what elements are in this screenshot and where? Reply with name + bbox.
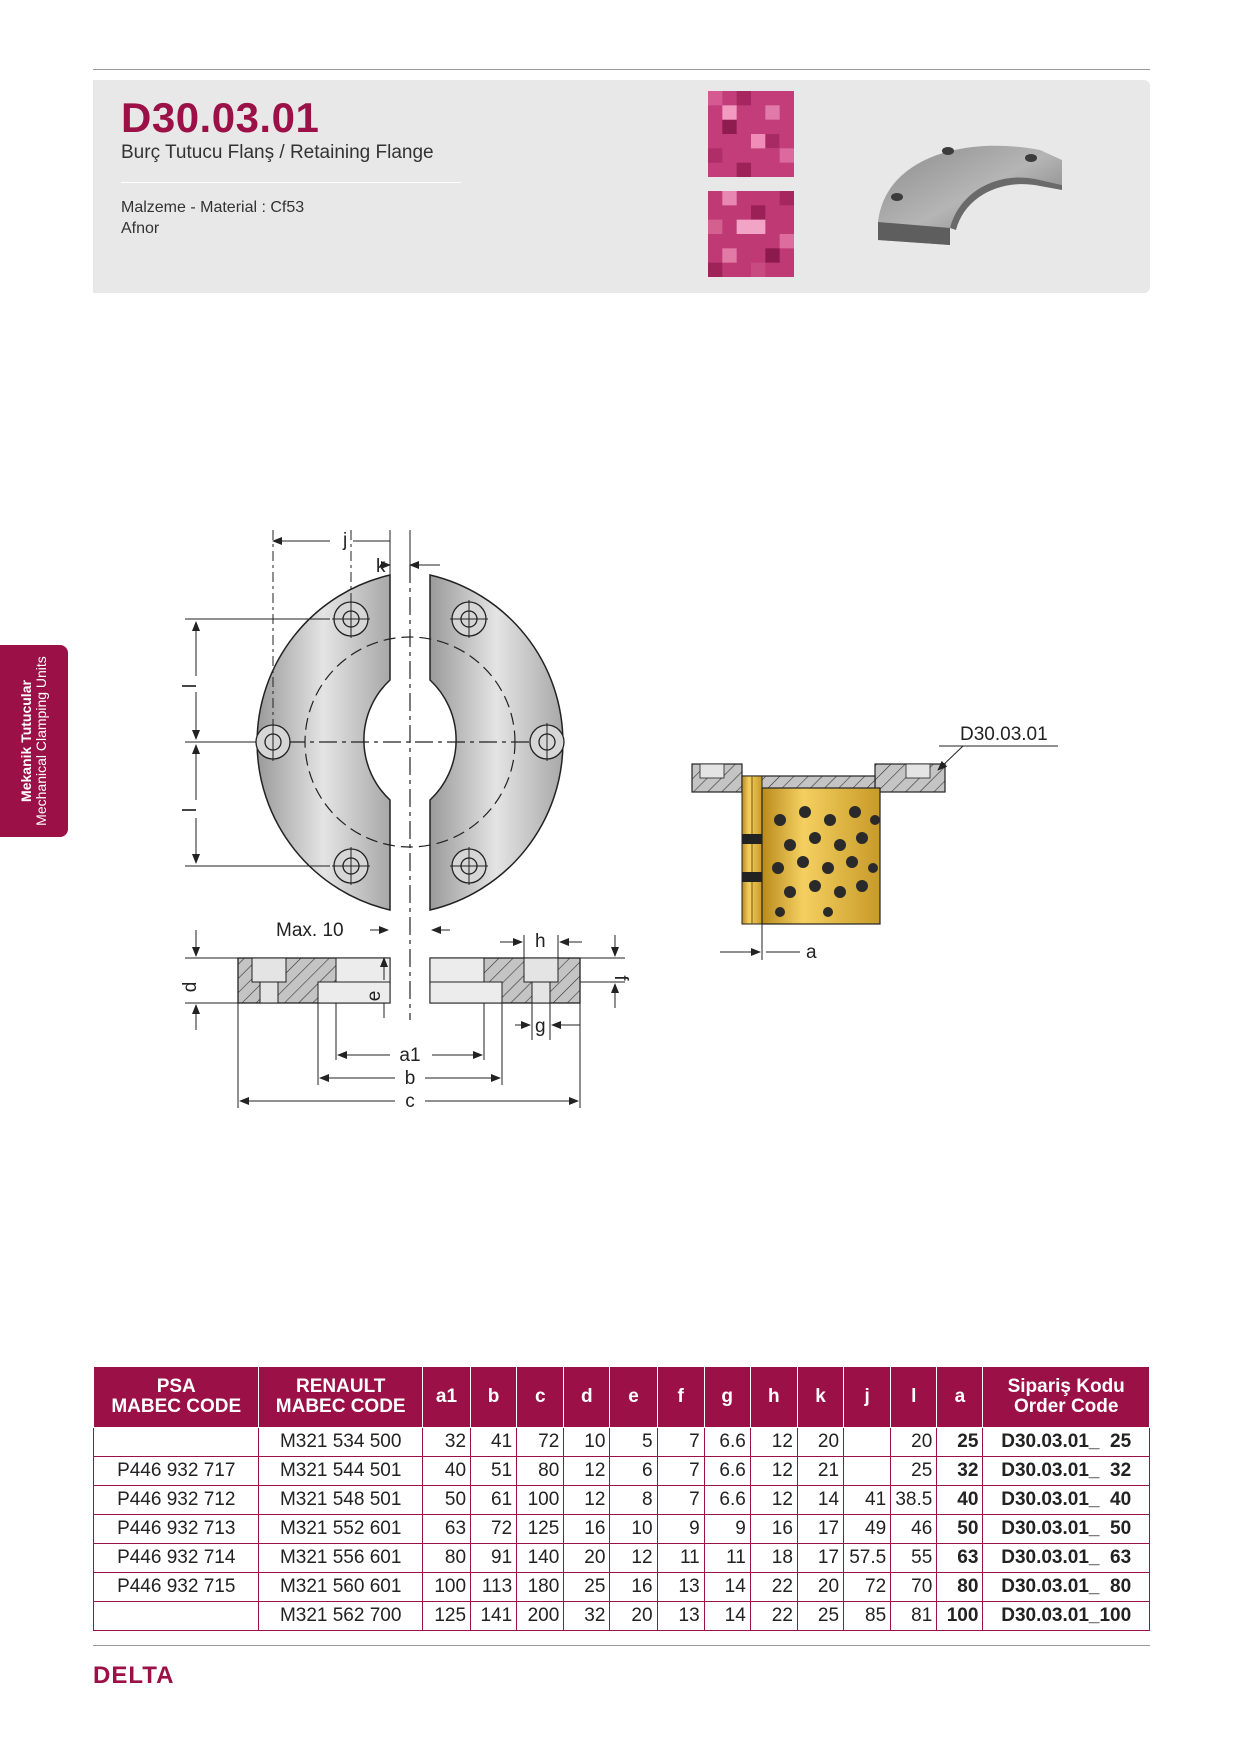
column-header: Sipariş Kodu Order Code — [983, 1367, 1150, 1428]
table-cell: 7 — [657, 1457, 704, 1486]
column-header: f — [657, 1367, 704, 1428]
table-cell: M321 534 500 — [259, 1428, 422, 1457]
table-cell: D30.03.01_ 32 — [983, 1457, 1150, 1486]
column-header: d — [564, 1367, 610, 1428]
table-cell: 63 — [422, 1515, 470, 1544]
dim-label-j: j — [343, 530, 348, 551]
flange-top-view — [255, 565, 565, 1020]
table-cell: M321 562 700 — [259, 1602, 422, 1631]
table-cell: 20 — [891, 1428, 937, 1457]
table-cell: 16 — [750, 1515, 797, 1544]
table-cell: D30.03.01_ 25 — [983, 1428, 1150, 1457]
table-cell: 16 — [564, 1515, 610, 1544]
column-header: e — [610, 1367, 657, 1428]
table-body — [94, 1428, 1150, 1631]
table-cell: 25 — [891, 1457, 937, 1486]
table-cell: 21 — [797, 1457, 843, 1486]
dim-label-l-upper: l — [180, 683, 201, 689]
material-line: Malzeme - Material : Cf53 — [121, 199, 305, 216]
product-subtitle: Burç Tutucu Flanş / Retaining Flange — [121, 142, 434, 163]
table-cell: 25 — [797, 1602, 843, 1631]
column-header: a1 — [422, 1367, 470, 1428]
table-cell: P446 932 717 — [94, 1457, 259, 1486]
table-cell: 61 — [471, 1486, 517, 1515]
bushing-assembly-view — [692, 764, 945, 924]
table-cell: 80 — [422, 1544, 470, 1573]
column-header: RENAULT MABEC CODE — [259, 1367, 422, 1428]
table-cell: 25 — [564, 1573, 610, 1602]
table-cell: 125 — [517, 1515, 564, 1544]
column-header: l — [891, 1367, 937, 1428]
table-header-row — [94, 1367, 1150, 1428]
table-cell: 12 — [750, 1486, 797, 1515]
column-header: k — [797, 1367, 843, 1428]
delta-logo: DELTA — [93, 1662, 175, 1689]
dimension-table — [93, 1366, 1150, 1631]
table-cell: 13 — [657, 1573, 704, 1602]
table-cell: 38.5 — [891, 1486, 937, 1515]
table-cell: 40 — [937, 1486, 983, 1515]
table-row — [94, 1573, 1150, 1602]
table-row — [94, 1428, 1150, 1457]
dim-label-c: c — [405, 1091, 415, 1112]
table-cell: 180 — [517, 1573, 564, 1602]
table-cell: 20 — [564, 1544, 610, 1573]
table-cell: 6.6 — [704, 1428, 750, 1457]
table-cell: D30.03.01_100 — [983, 1602, 1150, 1631]
table-cell: 100 — [937, 1602, 983, 1631]
table-cell: 200 — [517, 1602, 564, 1631]
table-cell: 6 — [610, 1457, 657, 1486]
table-cell: 17 — [797, 1544, 843, 1573]
bottom-rule — [93, 1645, 1150, 1646]
table-cell: 81 — [891, 1602, 937, 1631]
table-cell: 22 — [750, 1573, 797, 1602]
dim-label-f: f — [610, 975, 631, 981]
table-cell: 9 — [657, 1515, 704, 1544]
table-cell: P446 932 712 — [94, 1486, 259, 1515]
table-cell: 11 — [704, 1544, 750, 1573]
table-cell: 50 — [937, 1515, 983, 1544]
dim-label-max: Max. 10 — [276, 920, 344, 941]
column-header: j — [844, 1367, 891, 1428]
table-cell: 12 — [750, 1457, 797, 1486]
table-cell — [94, 1428, 259, 1457]
table-row — [94, 1457, 1150, 1486]
table-cell: 72 — [844, 1573, 891, 1602]
column-header: c — [517, 1367, 564, 1428]
table-cell: 20 — [797, 1573, 843, 1602]
table-cell: 46 — [891, 1515, 937, 1544]
table-cell: 18 — [750, 1544, 797, 1573]
table-cell: 72 — [471, 1515, 517, 1544]
table-cell: 100 — [422, 1573, 470, 1602]
table-cell: 12 — [610, 1544, 657, 1573]
dim-label-h: h — [535, 931, 546, 952]
table-cell: 12 — [750, 1428, 797, 1457]
table-cell: D30.03.01_ 50 — [983, 1515, 1150, 1544]
table-cell — [94, 1602, 259, 1631]
table-cell: 25 — [937, 1428, 983, 1457]
table-cell — [844, 1428, 891, 1457]
column-header: g — [704, 1367, 750, 1428]
table-cell: 63 — [937, 1544, 983, 1573]
flange-section-view — [238, 958, 580, 1003]
product-code: D30.03.01 — [121, 94, 320, 141]
table-row — [94, 1515, 1150, 1544]
dim-label-e: e — [364, 990, 385, 1002]
table-cell: 80 — [517, 1457, 564, 1486]
category-tab-line2: Mechanical Clamping Units — [33, 656, 49, 826]
table-cell: 32 — [937, 1457, 983, 1486]
table-cell: 100 — [517, 1486, 564, 1515]
table-cell: 141 — [471, 1602, 517, 1631]
table-cell: 72 — [517, 1428, 564, 1457]
table-cell: 20 — [797, 1428, 843, 1457]
column-header: PSA MABEC CODE — [94, 1367, 259, 1428]
part-reference-label: D30.03.01 — [960, 724, 1048, 745]
dim-label-g: g — [535, 1016, 546, 1037]
table-cell: 50 — [422, 1486, 470, 1515]
table-cell: M321 560 601 — [259, 1573, 422, 1602]
table-cell: 14 — [704, 1602, 750, 1631]
table-cell: 11 — [657, 1544, 704, 1573]
table-cell: P446 932 714 — [94, 1544, 259, 1573]
table-cell: 70 — [891, 1573, 937, 1602]
table-cell: 13 — [657, 1602, 704, 1631]
table-cell: 10 — [610, 1515, 657, 1544]
table-cell: 14 — [797, 1486, 843, 1515]
table-cell: D30.03.01_ 63 — [983, 1544, 1150, 1573]
table-cell: D30.03.01_ 80 — [983, 1573, 1150, 1602]
table-cell — [844, 1457, 891, 1486]
column-header: b — [471, 1367, 517, 1428]
table-cell: 125 — [422, 1602, 470, 1631]
table-cell: 140 — [517, 1544, 564, 1573]
table-cell: 9 — [704, 1515, 750, 1544]
table-cell: 7 — [657, 1428, 704, 1457]
dim-label-b: b — [404, 1068, 416, 1089]
table-cell: 80 — [937, 1573, 983, 1602]
table-cell: 7 — [657, 1486, 704, 1515]
dim-label-d: d — [180, 981, 201, 993]
dim-label-a: a — [806, 942, 817, 963]
table-row — [94, 1602, 1150, 1631]
table-row — [94, 1544, 1150, 1573]
table-cell: 113 — [471, 1573, 517, 1602]
material-standard: Afnor — [121, 220, 160, 237]
table-cell: 32 — [422, 1428, 470, 1457]
table-cell: 6.6 — [704, 1486, 750, 1515]
table-cell: M321 548 501 — [259, 1486, 422, 1515]
table-cell: 57.5 — [844, 1544, 891, 1573]
column-header: a — [937, 1367, 983, 1428]
table-cell: 20 — [610, 1602, 657, 1631]
table-cell: 41 — [471, 1428, 517, 1457]
table-cell: 49 — [844, 1515, 891, 1544]
table-cell: 40 — [422, 1457, 470, 1486]
table-cell: 8 — [610, 1486, 657, 1515]
table-cell: 10 — [564, 1428, 610, 1457]
table-cell: 14 — [704, 1573, 750, 1602]
table-cell: 85 — [844, 1602, 891, 1631]
dim-label-k: k — [376, 556, 386, 577]
table-cell: D30.03.01_ 40 — [983, 1486, 1150, 1515]
table-cell: 41 — [844, 1486, 891, 1515]
table-cell: M321 544 501 — [259, 1457, 422, 1486]
table-row — [94, 1486, 1150, 1515]
flange-3d-image — [878, 146, 1062, 245]
dim-label-a1: a1 — [399, 1045, 421, 1066]
table-cell: P446 932 715 — [94, 1573, 259, 1602]
table-cell: 51 — [471, 1457, 517, 1486]
table-cell: 12 — [564, 1486, 610, 1515]
category-tab-line1: Mekanik Tutucular — [18, 680, 34, 802]
table-cell: 16 — [610, 1573, 657, 1602]
dim-label-l-lower: l — [180, 807, 201, 813]
table-cell: P446 932 713 — [94, 1515, 259, 1544]
table-cell: 32 — [564, 1602, 610, 1631]
column-header: h — [750, 1367, 797, 1428]
table-cell: M321 552 601 — [259, 1515, 422, 1544]
table-cell: 5 — [610, 1428, 657, 1457]
table-cell: 22 — [750, 1602, 797, 1631]
table-cell: 17 — [797, 1515, 843, 1544]
table-cell: 91 — [471, 1544, 517, 1573]
table-cell: 6.6 — [704, 1457, 750, 1486]
table-cell: 12 — [564, 1457, 610, 1486]
table-cell: 55 — [891, 1544, 937, 1573]
table-cell: M321 556 601 — [259, 1544, 422, 1573]
